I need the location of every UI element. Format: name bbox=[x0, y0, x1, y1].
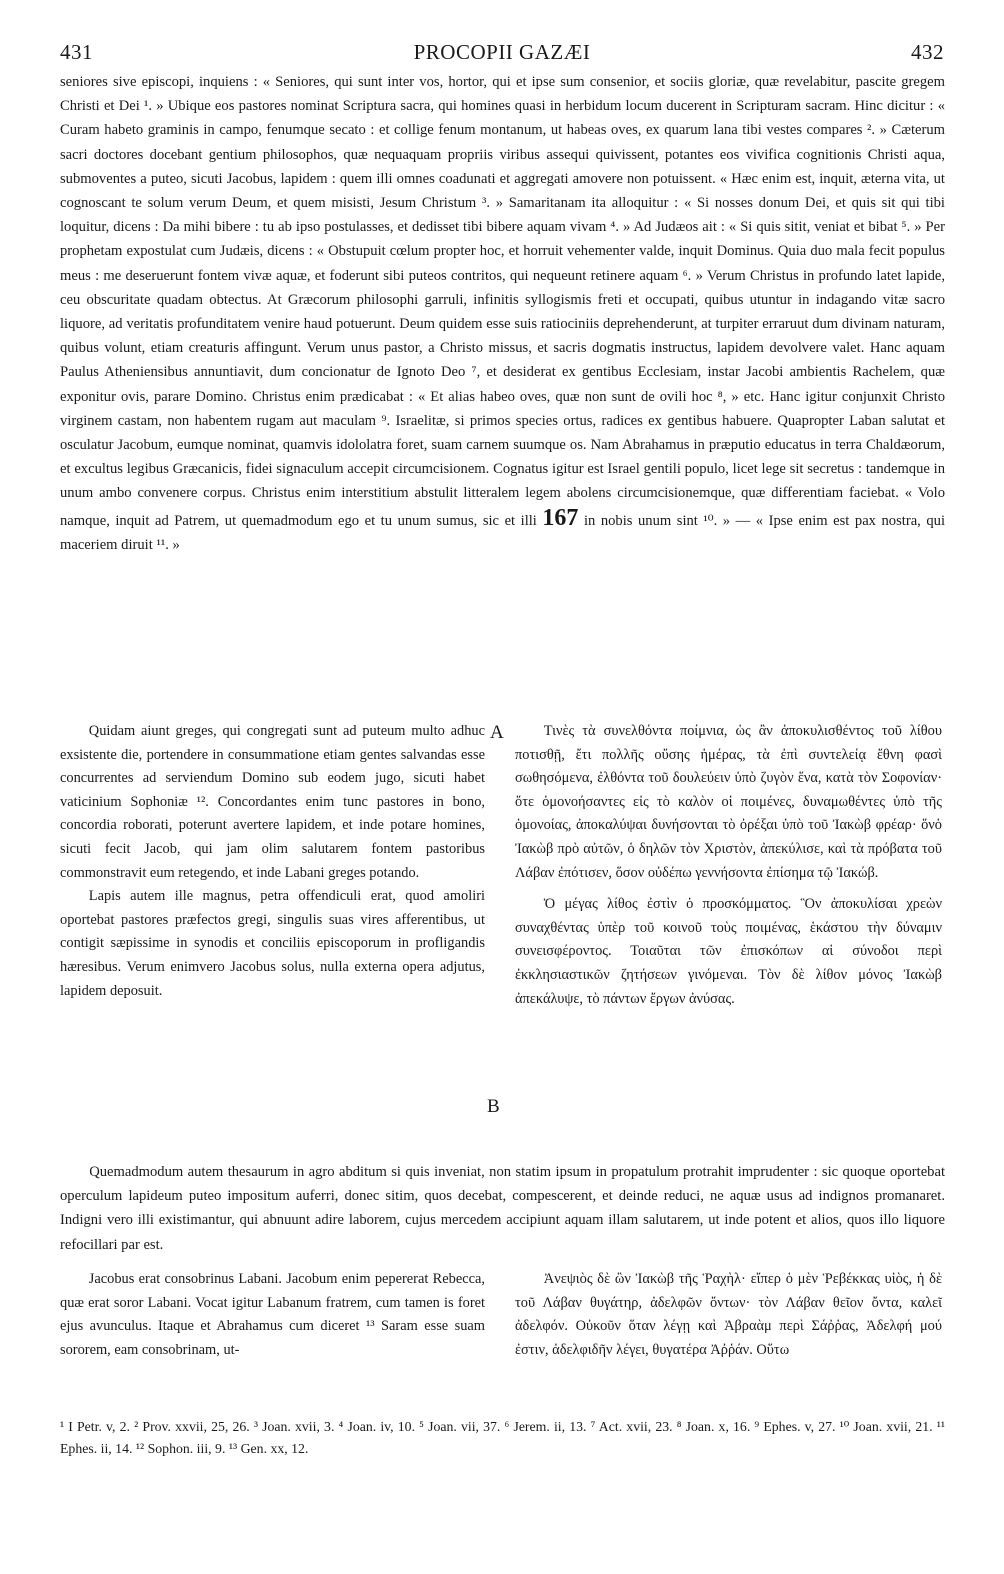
latin-main-part2: in nobis unum sint ¹⁰. » — « Ipse enim est pax nostra, qui maceriem diruit ¹¹. » bbox=[60, 512, 945, 553]
greek-paragraph-a1: Τινὲς τὰ συνελθόντα ποίμνια, ὡς ἂν ἀποκυλισθέντος τοῦ λίθου ποτισθῇ, ἔτι πολλῆς οὔσης ἡμέρας, τὰ ἐπὶ συντελείᾳ ἔθνη φασὶ σωθησόμενα, ἐλθόντα τοῦ δουλεύειν ὑπὸ ζυγὸν ἕνα, κατὰ τὸν Σοφονίαν· ὅτε ὁμονοήσαντες εἰς τὸ καλὸν οἱ ποιμένες, δυναμωθέντες ὑπὸ τῆς ὁμονοίας, ἀποκαλύψαι δυνήσονται τὸ ὀρέξαι ὑπὸ τοῦ Ἰακὼβ φρέαρ· ὅνὁ Ἰακὼβ πρὸ αὐτῶν, ὁ δηλῶν τὸν Χριστὸν, ἀπεκύλισε, καὶ τὰ πρόβατα τοῦ Λάβαν ἐπότισεν, ὅσον οὐδέπω γεννήσοντα ἐπίσημα τῷ Ἰακώβ. bbox=[515, 723, 942, 881]
footnotes bbox=[60, 1416, 945, 1460]
latin-paragraph-a2: Lapis autem ille magnus, petra offendiculi erat, quod amoliri oportebat pastores præfectos gregi, singulis suas vires afferentibus, ut contigit sæpissime in synodis et conciliis episcoporum in profligandis hæresibus. Verum enimvero Jacobus solus, nulla externa opera adjutus, lapidem deposuit. bbox=[60, 888, 485, 999]
latin-paragraph-b: Jacobus erat consobrinus Labani. Jacobum enim pepererat Rebecca, quæ erat soror Labani. Vocat igitur Labanum fratrem, cum tamen is foret ejus avunculus. Itaque et Abrahamus cum diceret ¹³ Saram esse suam sororem, eam consobrinam, ut- bbox=[60, 1271, 485, 1358]
latin-main-part1: seniores sive episcopi, inquiens : « Seniores, qui sunt inter vos, hortor, qui et ipse sum consenior, et sociis gloriæ, quæ revelabitur, pascite gregem Christi et Dei ¹. » Ubique eos pastores nominat Scriptura sacra, qui homines quasi in herbidum locum ducerent in Scripturam sacram. Hinc dicitur : « Curam habeto graminis in campo, fenumque secato : et collige fenum montanum, ut habeas oves, ex quarum lana tibi vestes compares ². » Cæterum sacri doctores docebant gentium philosophos, quæ nequaquam propriis viribus assequi quivissent, potantes eos vivifica cognitionis Christi aqua, submoventes a puteo, sicuti Jacobus, lapidem : quem illi omnes coadunati et aggregati amovere non potuissent. « Hæc enim est, inquit, æterna vita, ut cognoscant te solum verum Deum, et quem misisti, Jesum Christum ³. » Samaritanam ita alloquitur : « Si nosses donum Dei, et quis sit qui tibi loquitur, dicens : Da mihi bibere : tu ab ipso postulasses, et dedisset tibi bibere aquam vivam ⁴. » Ad Judæos ait : « Si quis sitit, veniat et bibat ⁵. » Per prophetam expostulat cum Judæis, dicens : « Obstupuit cœlum propter hoc, et horruit vehementer valde, inquit Dominus. Quia duo mala fecit populus meus : me deseruerunt fontem vivæ aquæ, et foderunt sibi puteos contritos, qui nequeunt retinere aquam ⁶. » Verum Christus in profundo latet lapide, ceu obscuritate quadam obtectus. At Græcorum philosophi garruli, infinitis syllogismis freti et occupati, quibus utuntur in indagando vitæ sacro liquore, ad veritatis profunditatem venire haud potuerunt. Deum quidem esse suis ratiociniis deprehenderunt, at turpiter erraruut dum divinam naturam, quibus volunt, etiam creaturis affingunt. Verum unus pastor, a Christo missus, et sacris dogmatis instructus, lapidem devolvere valet. Hanc aquam Paulus Atheniensibus annuntiavit, dum concionatur de Ignoto Deo ⁷, et desiderat ex gentibus Ecclesiam, instar Jacobi ambientis Rachelem, quæ exponitur ovis, parare Domino. Christus enim prædicabat : « Et alias habeo oves, quæ non sunt de ovili hoc ⁸, » etc. Hanc igitur conjunxit Christo virginem castam, non habentem rugam aut maculam ⁹. Israelitæ, si primos species ortus, radices ex gentibus habuere. Quapropter Laban salutat et osculatur Jacobum, eumque nominat, quamvis idololatra foret, suam carnem suumque os. Nam Abrahamus in præputio educatus in terra Chaldæorum, et excultus legibus Græcanicis, fidei signaculum accepit circumcisionem. Cognatus igitur est Israel gentili populo, licet lege sit secretus : tandemque in unum ambo convenere corpus. Christus enim interstitium abstulit litteralem legem abolens circumcisionemque, quæ differentiam faciebat. « Volo namque, inquit ad Patrem, ut quemadmodum ego et tu unum sumus, sic et illi bbox=[60, 74, 945, 529]
column-number: 167 bbox=[542, 504, 579, 531]
latin-column-b bbox=[60, 1268, 485, 1362]
left-page-number: 431 bbox=[60, 40, 93, 64]
footnotes-text: ¹ I Petr. v, 2. ² Prov. xxvii, 25, 26. ³ Joan. xvii, 3. ⁴ Joan. iv, 10. ⁵ Joan. vii, 37. ⁶ Jerem. ii, 13. ⁷ Act. xvii, 23. ⁸ Joan. x, 16. ⁹ Ephes. v, 27. ¹⁰ Joan. xvii, 21. ¹¹ Ephes. ii, 14. ¹² Sophon. iii, 9. ¹³ Gen. xx, 12. bbox=[60, 1419, 945, 1456]
latin-main-text bbox=[60, 70, 945, 557]
greek-column-b bbox=[515, 1268, 942, 1362]
page-header bbox=[60, 40, 944, 66]
greek-paragraph-b: Ἀνεψιὸς δὲ ὢν Ἰακὼβ τῆς Ῥαχὴλ· εἴπερ ὁ μὲν Ῥεβέκκας υἱὸς, ἡ δὲ τοῦ Λάβαν θυγάτηρ, ἀδελφῶν ὄντων· τὸν Λάβαν θεῖον ὄντα, καλεῖ ἀδελφόν. Οὐκοῦν ὅταν λέγῃ καὶ Ἀβραὰμ περὶ Σάῤῥας, Ἀδελφή μού ἐστιν, ἀδελφιδῆν λέγει, θυγατέρα Ἀῤῥάν. Οὕτω bbox=[515, 1271, 942, 1358]
section-marker-b: B bbox=[487, 1096, 500, 1117]
greek-column-a bbox=[515, 720, 942, 1011]
middle-paragraph-text: Quemadmodum autem thesaurum in agro abditum si quis inveniat, non statim ipsum in propatulum protrahit imprudenter : sic quoque oportebat operculum lapideum puteo impositum auferri, donec sitim, quos decebat, compescerent, et deinde reduci, ne aquæ usus ad indignos promanaret. Indigni vero illi existimantur, qui abnuunt adire laborem, cujus mercedem accipiunt aquam illam salutarem, ut inde potent et alios, quos illo liquore refocillari par est. bbox=[60, 1164, 945, 1253]
middle-paragraph bbox=[60, 1160, 945, 1257]
running-title: PROCOPII GAZÆI bbox=[413, 40, 591, 64]
latin-paragraph-a1: Quidam aiunt greges, qui congregati sunt ad puteum multo adhuc exsistente die, portendere in consummatione etiam gentes salvandas esse concurrentes ad serviendum Domino sub eodem jugo, sicuti habet vaticinium Sophoniæ ¹². Concordantes enim tunc pastores in bono, concordia roborati, poterunt avertere lapidem, et inde potare homines, sicuti fecit Jacob, qui jam olim salutarem fontem pastoribus commonstravit eum retegendo, et inde Labani greges potando. bbox=[60, 723, 485, 881]
section-marker-a: A bbox=[490, 722, 504, 743]
latin-column-a bbox=[60, 720, 485, 1003]
right-page-number: 432 bbox=[911, 40, 944, 64]
greek-paragraph-a2: Ὁ μέγας λίθος ἐστὶν ὁ προσκόμματος. Ὃν ἀποκυλίσαι χρεὼν συναχθέντας ὑπὲρ τοῦ κοινοῦ τοὺς ποιμένας, ἑκάστου τὴν δύναμιν συνεισφέροντος. Τοιαῦται τῶν ἐπισκόπων αἱ σύνοδοι περὶ ἐκκλησιαστικῶν ζητήσεων γινόμεναι. Τὸν δὲ λίθον μόνος Ἰακὼβ ἀπεκάλυψε, τὸ πάντων ἔργων ἀνύσας. bbox=[515, 896, 942, 1007]
